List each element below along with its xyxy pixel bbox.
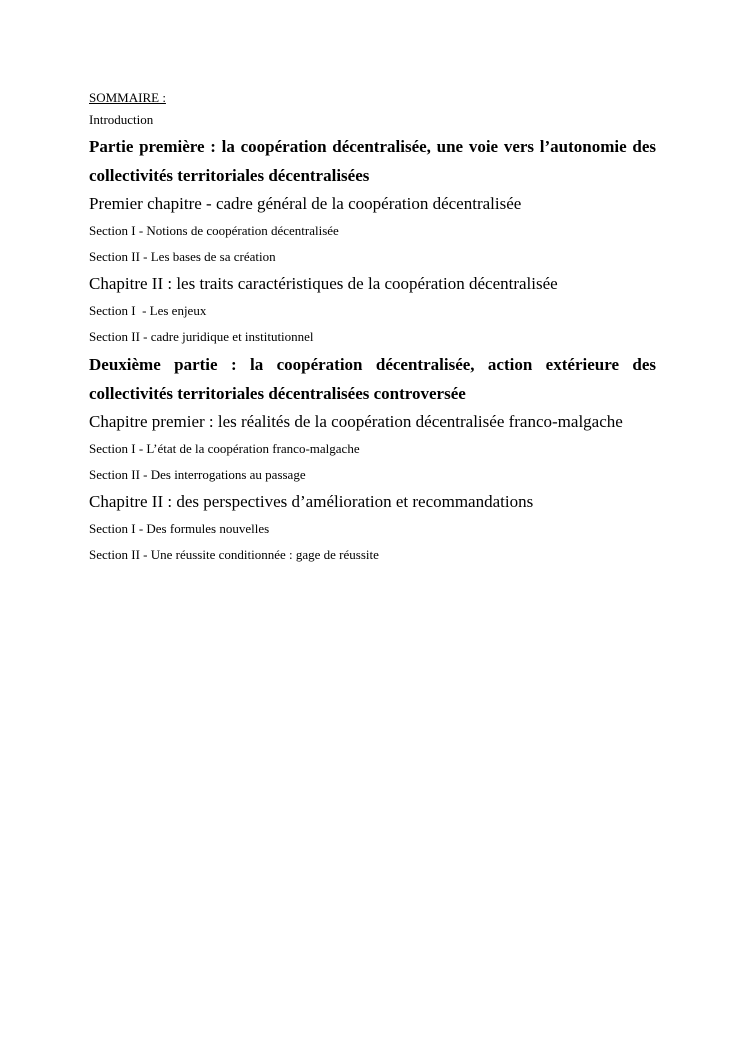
part-1-chapter-2-section-1: Section I - Les enjeux [89,303,207,318]
part-1-title: Partie première : la coopération décentralisée, une voie vers l’autonomie des collectivités territoriales décentralisées [89,137,656,185]
part-2-chapter-2-section-2: Section II - Une réussite conditionnée : gage de réussite [89,547,379,562]
part-1-chapter-1-section-1: Section I - Notions de coopération décentralisée [89,223,339,238]
introduction-entry: Introduction [89,112,154,127]
summary-title: SOMMAIRE : [89,90,166,105]
part-2-chapter-1-title: Chapitre premier : les réalités de la coopération décentralisée franco-malgache [89,412,623,431]
part-2-chapter-2-section-1: Section I - Des formules nouvelles [89,521,270,536]
part-1-chapter-2-section-2: Section II - cadre juridique et institutionnel [89,329,314,344]
part-2-chapter-1-section-1: Section I - L’état de la coopération franco-malgache [89,441,360,456]
part-1-chapter-1-title: Premier chapitre - cadre général de la coopération décentralisée [89,194,522,213]
part-2-title: Deuxième partie : la coopération décentralisée, action extérieure des collectivités territoriales décentralisées controversée [89,355,656,403]
part-1-chapter-2-title: Chapitre II : les traits caractéristiques de la coopération décentralisée [89,274,558,293]
part-2-chapter-2-title: Chapitre II : des perspectives d’amélioration et recommandations [89,492,534,511]
part-2-chapter-1-section-2: Section II - Des interrogations au passage [89,467,306,482]
part-1-chapter-1-section-2: Section II - Les bases de sa création [89,249,276,264]
table-of-contents [89,88,656,568]
